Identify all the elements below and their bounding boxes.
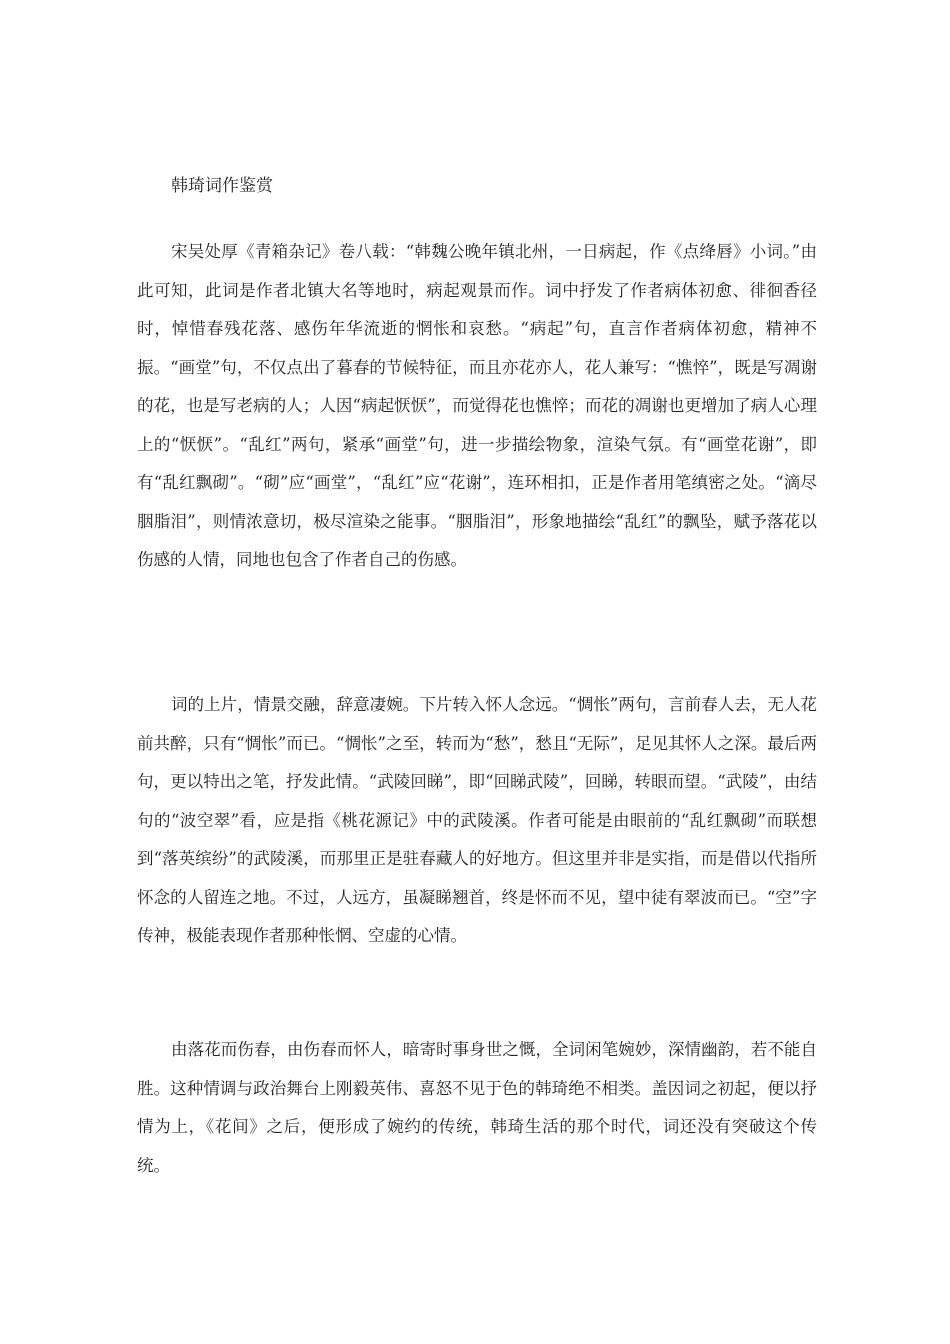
paragraph-2: 词的上片，情景交融，辞意凄婉。下片转入怀人念远。“惆怅”两句，言前春人去，无人花前共醉，只有“惆怅”而已。“惆怅”之至，转而为“愁”，愁且“无际”，足见其怀人之深。最后两句，更以特出之笔，抒发此情。“武陵回睇”，即“回睇武陵”，回睇，转眼而望。“武陵”，由结句的“波空翠”看，应是指《桃花源记》中的武陵溪。作者可能是由眼前的“乱红飘砌”而联想到“落英缤纷”的武陵溪，而那里正是驻春藏人的好地方。但这里并非是实指，而是借以代指所怀念的人留连之地。不过，人远方，虽凝睇翘首，终是怀而不见，望中徒有翠波而已。“空”字传神，极能表现作者那种怅惘、空虚的心情。 (137, 695, 817, 945)
paragraph-1: 宋吴处厚《青箱杂记》卷八载：“韩魏公晚年镇北州，一日病起，作《点绛唇》小词。”由此可知，此词是作者北镇大名等地时，病起观景而作。词中抒发了作者病体初愈、徘徊香径时，悼惜春残花落、感伤年华流逝的惘怅和哀愁。“病起”句，直言作者病体初愈，精神不振。“画堂”句，不仅点出了暮春的节候特征，而且亦花亦人，花人兼写：“憔悴”，既是写凋谢的花，也是写老病的人；人因“病起恹恹”，而觉得花也憔悴；而花的凋谢也更增加了病人心理上的“恹恹”。“乱红”两句，紧承“画堂”句，进一步描绘物象，渲染气氛。有“画堂花谢”，即有“乱红飘砌”。“砌”应“画堂”，“乱红”应“花谢”，连环相扣，正是作者用笔缜密之处。“滴尽胭脂泪”，则情浓意切，极尽渲染之能事。“胭脂泪”，形象地描绘“乱红”的飘坠，赋予落花以伤感的人情，同地也包含了作者自己的伤感。 (137, 242, 817, 569)
document-title: 韩琦词作鉴赏 (171, 176, 273, 196)
paragraph-3: 由落花而伤春，由伤春而怀人，暗寄时事身世之慨，全词闲笔婉妙，深情幽韵，若不能自胜。这种情调与政治舞台上刚毅英伟、喜怒不见于色的韩琦绝不相类。盖因词之初起，便以抒情为上，《花间》之后，便形成了婉约的传统，韩琦生活的那个时代，词还没有突破这个传统。 (137, 1040, 817, 1175)
